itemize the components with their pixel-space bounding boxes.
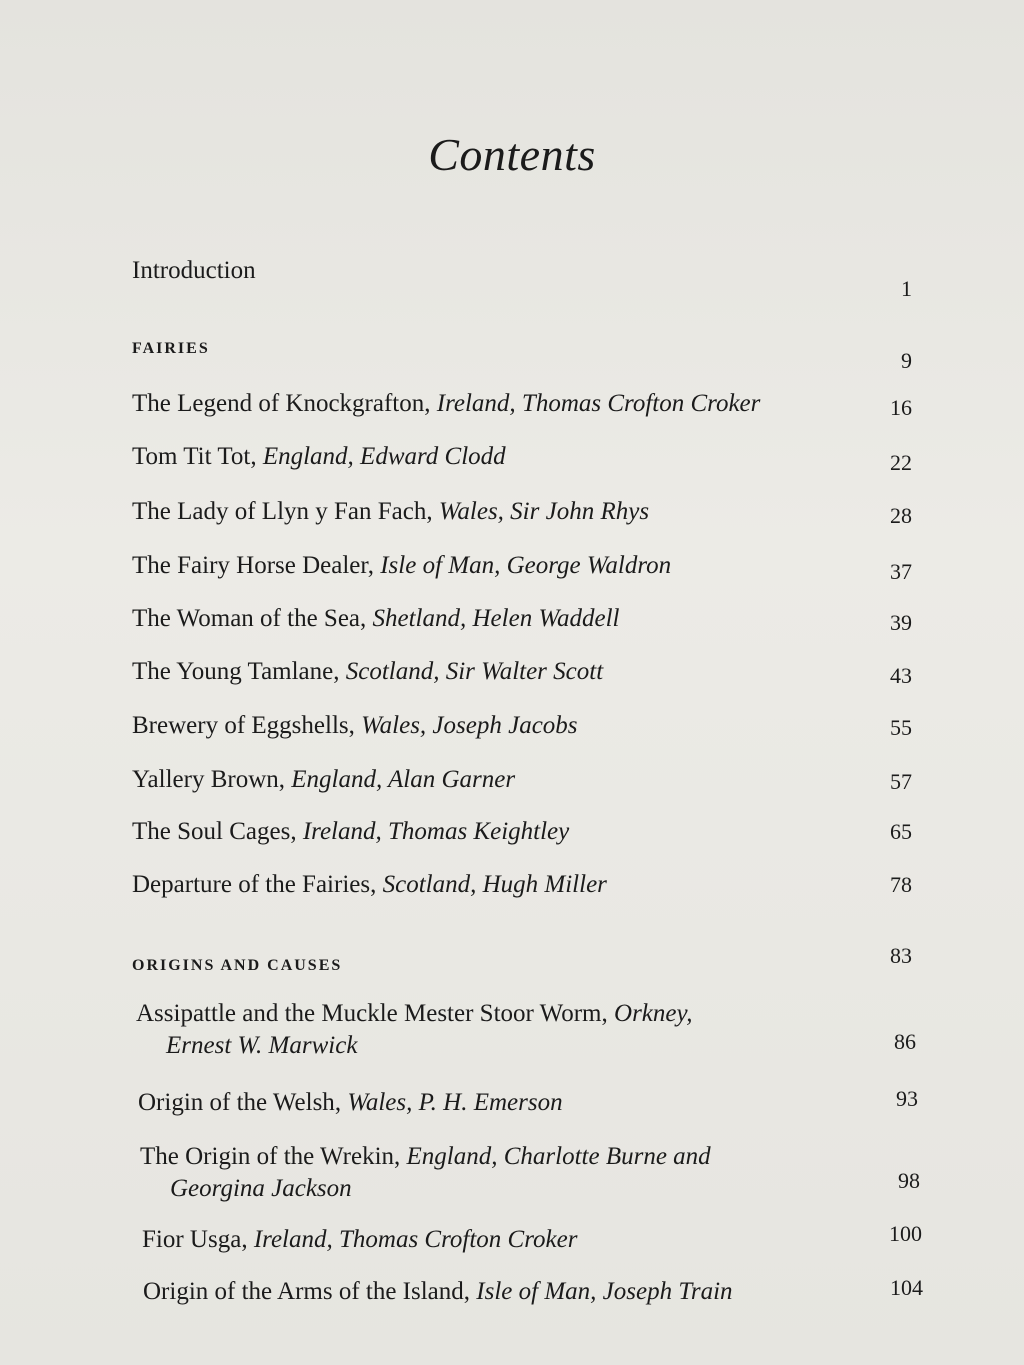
entry-title: Tom Tit Tot (132, 443, 251, 470)
toc-entry: The Lady of Llyn y Fan Fach, Wales, Sir John Rhys 28 (132, 496, 912, 528)
entry-title: The Lady of Llyn y Fan Fach (132, 498, 427, 525)
entry-title: Fior Usga (142, 1226, 242, 1253)
toc-entry: Fior Usga, Ireland, Thomas Crofton Croker 100 (142, 1224, 922, 1256)
page-number: 43 (890, 663, 912, 688)
entry-origin-author: Scotland, Hugh Miller (382, 871, 607, 898)
entry-title: The Young Tamlane (132, 658, 334, 685)
entry-origin: England, Charlotte Burne and (406, 1143, 711, 1170)
entry-origin-author: Ireland, Thomas Crofton Croker (436, 390, 761, 417)
page-number: 83 (890, 943, 912, 968)
page-number: 98 (898, 1168, 920, 1193)
entry-origin-author: Wales, Sir John Rhys (438, 498, 650, 525)
entry-origin-author: Isle of Man, Joseph Train (476, 1278, 733, 1305)
entry-title: The Origin of the Wrekin (140, 1143, 395, 1170)
entry-title: Brewery of Eggshells (132, 712, 349, 739)
section-heading-fairies (132, 340, 912, 373)
entry-origin-author: Scotland, Sir Walter Scott (345, 658, 604, 685)
section-heading-label: FAIRIES (132, 340, 210, 357)
toc-entry: Origin of the Welsh, Wales, P. H. Emerson 93 (138, 1087, 918, 1119)
entry-origin-author: England, Edward Clodd (262, 443, 506, 470)
page-number: 86 (894, 1029, 916, 1054)
page-title: Contents (428, 129, 596, 180)
page-number: 1 (901, 276, 912, 301)
entry-origin: Orkney, (614, 1000, 693, 1027)
entry-author: Ernest W. Marwick (166, 1032, 358, 1059)
page-number: 39 (890, 610, 912, 635)
toc-entry: Departure of the Fairies, Scotland, Hugh Miller 78 (132, 869, 912, 901)
page-number: 37 (890, 559, 912, 584)
toc-entry: The Soul Cages, Ireland, Thomas Keightley 65 (132, 816, 912, 848)
page-number: 28 (890, 503, 912, 528)
page-number: 104 (890, 1275, 923, 1300)
entry-origin-author: Wales, P. H. Emerson (347, 1089, 563, 1116)
toc-entry: Assipattle and the Muckle Mester Stoor Worm, Orkney, Ernest W. Marwick 86 (136, 998, 916, 1062)
entry-origin-author: Ireland, Thomas Keightley (302, 818, 570, 845)
entry-title: Introduction (132, 257, 256, 284)
entry-title: The Woman of the Sea (132, 605, 361, 632)
toc-entry: Origin of the Arms of the Island, Isle of Man, Joseph Train 104 (143, 1276, 923, 1308)
entry-title: The Legend of Knockgrafton (132, 390, 425, 417)
toc-entry: Brewery of Eggshells, Wales, Joseph Jacobs 55 (132, 710, 912, 742)
page-number: 78 (890, 872, 912, 897)
page-number: 55 (890, 715, 912, 740)
toc-entry-introduction (132, 255, 912, 301)
entry-title: Yallery Brown (132, 766, 279, 793)
entry-author: Georgina Jackson (170, 1175, 352, 1202)
entry-origin-author: Ireland, Thomas Crofton Croker (253, 1226, 578, 1253)
entry-title: Origin of the Arms of the Island (143, 1278, 464, 1305)
toc-entry: The Young Tamlane, Scotland, Sir Walter Scott 43 (132, 656, 912, 688)
page-number: 57 (890, 769, 912, 794)
entry-origin-author: Isle of Man, George Waldron (380, 552, 672, 579)
page-number: 100 (889, 1221, 922, 1246)
toc-entry: The Legend of Knockgrafton, Ireland, Thomas Crofton Croker 16 (132, 388, 912, 420)
page-number: 22 (890, 450, 912, 475)
toc-entry: The Origin of the Wrekin, England, Charlotte Burne and Georgina Jackson 98 (140, 1141, 920, 1205)
page-number: 65 (890, 819, 912, 844)
page-number: 16 (890, 395, 912, 420)
entry-origin-author: Wales, Joseph Jacobs (361, 712, 578, 739)
section-heading-label: ORIGINS AND CAUSES (132, 957, 343, 974)
entry-title: Departure of the Fairies (132, 871, 371, 898)
entry-title: Assipattle and the Muckle Mester Stoor Worm (136, 1000, 602, 1027)
page-number: 9 (901, 348, 912, 373)
entry-title: Origin of the Welsh (138, 1089, 335, 1116)
toc-entry: The Woman of the Sea, Shetland, Helen Waddell 39 (132, 603, 912, 635)
toc-entry: Yallery Brown, England, Alan Garner 57 (132, 764, 912, 796)
entry-origin-author: England, Alan Garner (291, 766, 516, 793)
toc-entry: Tom Tit Tot, England, Edward Clodd 22 (132, 441, 912, 473)
entry-title: The Soul Cages (132, 818, 291, 845)
page-number: 93 (896, 1086, 918, 1111)
section-heading-origins-and-causes (132, 943, 912, 975)
entry-origin-author: Shetland, Helen Waddell (372, 605, 620, 632)
toc-entry: The Fairy Horse Dealer, Isle of Man, George Waldron 37 (132, 550, 912, 582)
entry-title: The Fairy Horse Dealer (132, 552, 368, 579)
